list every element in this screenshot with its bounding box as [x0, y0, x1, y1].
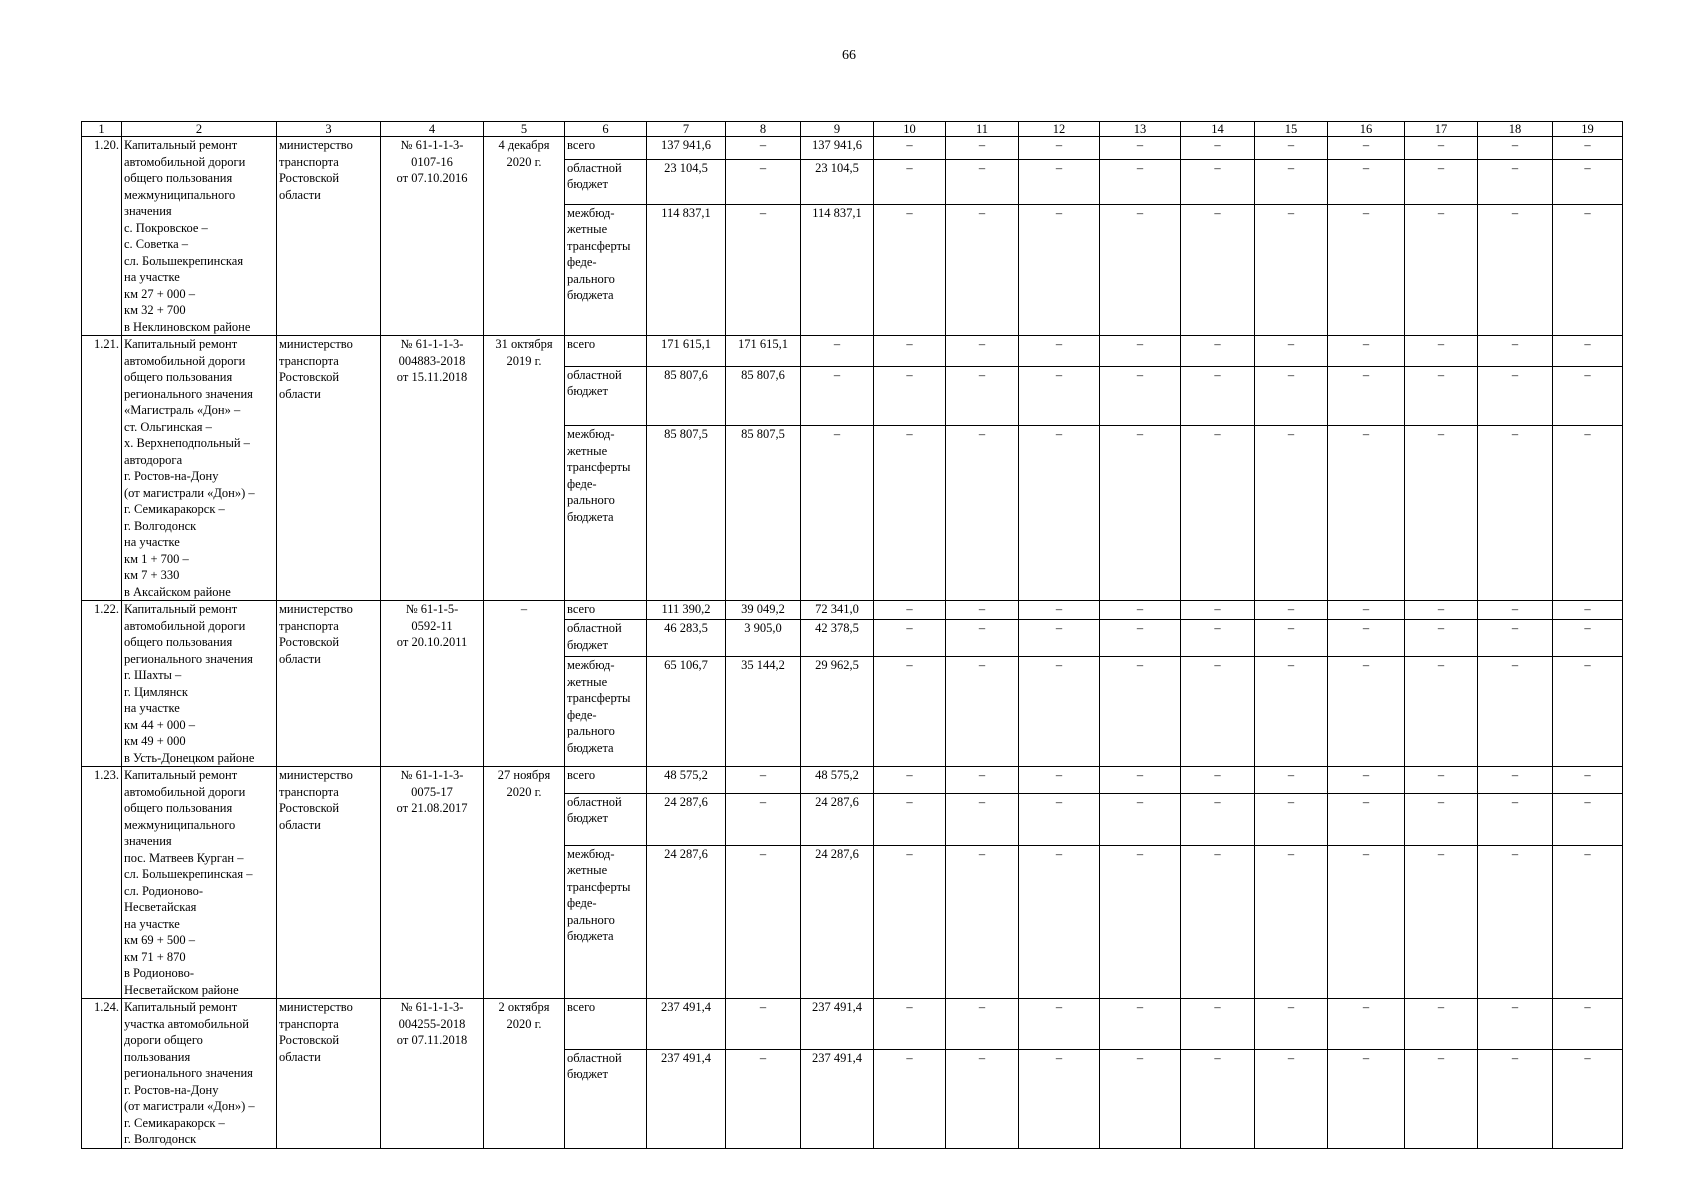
value-empty: –	[1328, 137, 1405, 160]
value-empty: –	[1255, 657, 1328, 767]
column-number-header: 11	[946, 122, 1019, 137]
value-empty: –	[1255, 426, 1328, 601]
value-empty: –	[1019, 336, 1100, 367]
value-empty: –	[1328, 767, 1405, 794]
value-empty: –	[1019, 1049, 1100, 1148]
object-name: Капитальный ремонт автомобильной дороги общего пользования регионального значения г. Шахты – г. Цимлянск на участке км 44 + 000 – км 49 + 000 в Усть-Донецком районе	[122, 601, 277, 767]
value-empty: –	[1405, 336, 1478, 367]
value-empty: –	[946, 999, 1019, 1050]
value-empty: –	[874, 1049, 946, 1148]
column-number-header: 8	[726, 122, 801, 137]
value-empty: –	[1255, 137, 1328, 160]
value-empty: –	[1405, 767, 1478, 794]
object-name: Капитальный ремонт автомобильной дороги общего пользования межмуниципального значения пос. Матвеев Курган – сл. Большекрепинская – сл. Родионово- Несветайская на участке км 69 + 500 – км 71 + 870 в Родионово- Несветайском районе	[122, 767, 277, 999]
value-empty: –	[874, 845, 946, 998]
value-empty: –	[1328, 845, 1405, 998]
value-year-1: 3 905,0	[726, 620, 801, 657]
value-total: 111 390,2	[647, 601, 726, 620]
value-empty: –	[1181, 601, 1255, 620]
customer: министерство транспорта Ростовской области	[277, 767, 381, 999]
completion-date: 4 декабря 2020 г.	[484, 137, 565, 336]
funding-source: всего	[565, 137, 647, 160]
expertise-conclusion: № 61-1-1-3- 004883-2018 от 15.11.2018	[381, 336, 484, 601]
value-empty: –	[1181, 793, 1255, 845]
value-empty: –	[1100, 767, 1181, 794]
column-number-header: 6	[565, 122, 647, 137]
value-empty: –	[1019, 137, 1100, 160]
value-year-2: –	[801, 336, 874, 367]
funding-source: областной бюджет	[565, 793, 647, 845]
value-year-2: –	[801, 366, 874, 425]
value-empty: –	[1405, 426, 1478, 601]
item-number: 1.23.	[82, 767, 122, 999]
column-number-header: 14	[1181, 122, 1255, 137]
value-empty: –	[874, 137, 946, 160]
value-empty: –	[1478, 366, 1553, 425]
column-number-header: 17	[1405, 122, 1478, 137]
value-empty: –	[1019, 366, 1100, 425]
value-empty: –	[1405, 204, 1478, 335]
value-empty: –	[1328, 204, 1405, 335]
table-row	[82, 999, 1623, 1050]
value-empty: –	[1100, 657, 1181, 767]
value-empty: –	[1553, 159, 1623, 204]
value-year-2: 114 837,1	[801, 204, 874, 335]
value-empty: –	[1328, 426, 1405, 601]
item-number: 1.24.	[82, 999, 122, 1149]
value-year-1: –	[726, 999, 801, 1050]
value-empty: –	[1019, 159, 1100, 204]
funding-source: всего	[565, 999, 647, 1050]
column-number-header: 4	[381, 122, 484, 137]
value-empty: –	[1019, 793, 1100, 845]
value-total: 46 283,5	[647, 620, 726, 657]
column-number-header: 5	[484, 122, 565, 137]
value-empty: –	[1553, 793, 1623, 845]
value-empty: –	[1100, 845, 1181, 998]
value-empty: –	[1100, 1049, 1181, 1148]
value-empty: –	[1019, 601, 1100, 620]
value-empty: –	[1328, 657, 1405, 767]
table-row	[82, 336, 1623, 367]
value-empty: –	[1553, 767, 1623, 794]
column-number-header: 2	[122, 122, 277, 137]
value-empty: –	[1478, 1049, 1553, 1148]
value-empty: –	[946, 426, 1019, 601]
table-row	[82, 767, 1623, 794]
value-empty: –	[1181, 845, 1255, 998]
value-empty: –	[1100, 366, 1181, 425]
value-empty: –	[1181, 336, 1255, 367]
column-number-header: 15	[1255, 122, 1328, 137]
customer: министерство транспорта Ростовской области	[277, 999, 381, 1149]
value-empty: –	[1181, 159, 1255, 204]
value-empty: –	[946, 366, 1019, 425]
value-empty: –	[946, 336, 1019, 367]
value-total: 24 287,6	[647, 793, 726, 845]
value-empty: –	[1019, 204, 1100, 335]
value-empty: –	[946, 793, 1019, 845]
value-empty: –	[1405, 999, 1478, 1050]
value-year-2: 72 341,0	[801, 601, 874, 620]
completion-date: 31 октября 2019 г.	[484, 336, 565, 601]
value-empty: –	[1553, 426, 1623, 601]
value-empty: –	[1553, 845, 1623, 998]
funding-source: всего	[565, 767, 647, 794]
value-total: 85 807,5	[647, 426, 726, 601]
value-year-1: –	[726, 159, 801, 204]
value-total: 48 575,2	[647, 767, 726, 794]
value-year-2: –	[801, 426, 874, 601]
value-empty: –	[1181, 366, 1255, 425]
value-total: 114 837,1	[647, 204, 726, 335]
value-empty: –	[1255, 767, 1328, 794]
value-empty: –	[1100, 336, 1181, 367]
program-table	[81, 121, 1623, 1149]
value-empty: –	[1553, 204, 1623, 335]
value-empty: –	[1181, 999, 1255, 1050]
value-year-1: –	[726, 204, 801, 335]
value-year-2: 137 941,6	[801, 137, 874, 160]
value-year-1: –	[726, 137, 801, 160]
funding-source: всего	[565, 601, 647, 620]
object-name: Капитальный ремонт автомобильной дороги общего пользования регионального значения «Магистраль «Дон» – ст. Ольгинская – х. Верхнеподпольный – автодорога г. Ростов-на-Дону (от магистрали «Дон») – г. Семикаракорск – г. Волгодонск на участке км 1 + 700 – км 7 + 330 в Аксайском районе	[122, 336, 277, 601]
value-empty: –	[946, 601, 1019, 620]
column-number-header: 13	[1100, 122, 1181, 137]
value-total: 137 941,6	[647, 137, 726, 160]
value-empty: –	[1328, 1049, 1405, 1148]
value-empty: –	[1478, 999, 1553, 1050]
object-name: Капитальный ремонт участка автомобильной дороги общего пользования регионального значения г. Ростов-на-Дону (от магистрали «Дон») – г. Семикаракорск – г. Волгодонск	[122, 999, 277, 1149]
value-empty: –	[1019, 426, 1100, 601]
page-number: 66	[842, 48, 856, 63]
completion-date: –	[484, 601, 565, 767]
column-number-header: 16	[1328, 122, 1405, 137]
value-empty: –	[1478, 620, 1553, 657]
value-empty: –	[1328, 999, 1405, 1050]
value-empty: –	[874, 204, 946, 335]
column-number-header: 9	[801, 122, 874, 137]
funding-source: межбюд- жетные трансферты феде- рального бюджета	[565, 204, 647, 335]
value-empty: –	[1553, 366, 1623, 425]
value-empty: –	[1019, 845, 1100, 998]
value-year-2: 42 378,5	[801, 620, 874, 657]
column-number-header: 10	[874, 122, 946, 137]
value-empty: –	[1328, 620, 1405, 657]
object-name: Капитальный ремонт автомобильной дороги общего пользования межмуниципального значения с. Покровское – с. Советка – сл. Большекрепинская на участке км 27 + 000 – км 32 + 700 в Неклиновском районе	[122, 137, 277, 336]
value-empty: –	[874, 999, 946, 1050]
value-empty: –	[1405, 657, 1478, 767]
value-empty: –	[946, 137, 1019, 160]
value-empty: –	[1100, 999, 1181, 1050]
value-empty: –	[1478, 204, 1553, 335]
value-empty: –	[1478, 793, 1553, 845]
column-number-row	[82, 122, 1623, 137]
value-empty: –	[1405, 159, 1478, 204]
funding-source: межбюд- жетные трансферты феде- рального бюджета	[565, 657, 647, 767]
value-year-1: 35 144,2	[726, 657, 801, 767]
value-empty: –	[874, 159, 946, 204]
value-empty: –	[1100, 137, 1181, 160]
value-empty: –	[1553, 620, 1623, 657]
value-year-2: 48 575,2	[801, 767, 874, 794]
value-empty: –	[1100, 793, 1181, 845]
column-number-header: 12	[1019, 122, 1100, 137]
column-number-header: 19	[1553, 122, 1623, 137]
value-empty: –	[1553, 999, 1623, 1050]
funding-source: межбюд- жетные трансферты феде- рального бюджета	[565, 845, 647, 998]
value-empty: –	[1255, 793, 1328, 845]
value-year-2: 237 491,4	[801, 1049, 874, 1148]
customer: министерство транспорта Ростовской области	[277, 601, 381, 767]
funding-source: областной бюджет	[565, 1049, 647, 1148]
value-empty: –	[946, 657, 1019, 767]
value-empty: –	[1328, 366, 1405, 425]
item-number: 1.21.	[82, 336, 122, 601]
value-empty: –	[1181, 1049, 1255, 1148]
column-number-header: 3	[277, 122, 381, 137]
value-empty: –	[1478, 767, 1553, 794]
customer: министерство транспорта Ростовской области	[277, 137, 381, 336]
value-empty: –	[1181, 137, 1255, 160]
value-empty: –	[1255, 620, 1328, 657]
value-empty: –	[1255, 1049, 1328, 1148]
customer: министерство транспорта Ростовской области	[277, 336, 381, 601]
value-empty: –	[1255, 204, 1328, 335]
value-empty: –	[874, 366, 946, 425]
value-empty: –	[1181, 426, 1255, 601]
value-empty: –	[1019, 657, 1100, 767]
value-year-2: 237 491,4	[801, 999, 874, 1050]
value-empty: –	[1478, 657, 1553, 767]
value-empty: –	[1328, 793, 1405, 845]
completion-date: 2 октября 2020 г.	[484, 999, 565, 1149]
value-empty: –	[1405, 620, 1478, 657]
value-empty: –	[1553, 1049, 1623, 1148]
value-empty: –	[1328, 336, 1405, 367]
value-year-1: –	[726, 767, 801, 794]
value-empty: –	[1019, 620, 1100, 657]
value-empty: –	[1100, 426, 1181, 601]
value-empty: –	[946, 845, 1019, 998]
value-empty: –	[1181, 657, 1255, 767]
value-empty: –	[1100, 159, 1181, 204]
value-empty: –	[1478, 336, 1553, 367]
value-empty: –	[1181, 620, 1255, 657]
value-empty: –	[1478, 137, 1553, 160]
value-total: 23 104,5	[647, 159, 726, 204]
table-row	[82, 137, 1623, 160]
value-total: 65 106,7	[647, 657, 726, 767]
value-empty: –	[1181, 767, 1255, 794]
value-empty: –	[1553, 657, 1623, 767]
value-empty: –	[1255, 601, 1328, 620]
funding-source: всего	[565, 336, 647, 367]
value-empty: –	[1478, 601, 1553, 620]
value-total: 171 615,1	[647, 336, 726, 367]
value-empty: –	[1181, 204, 1255, 335]
value-empty: –	[1328, 601, 1405, 620]
value-empty: –	[1405, 366, 1478, 425]
expertise-conclusion: № 61-1-1-3- 004255-2018 от 07.11.2018	[381, 999, 484, 1149]
value-total: 85 807,6	[647, 366, 726, 425]
value-year-1: –	[726, 845, 801, 998]
value-year-2: 23 104,5	[801, 159, 874, 204]
value-empty: –	[1405, 137, 1478, 160]
value-year-1: 85 807,6	[726, 366, 801, 425]
value-empty: –	[874, 336, 946, 367]
value-empty: –	[1255, 336, 1328, 367]
value-empty: –	[874, 620, 946, 657]
value-empty: –	[1328, 159, 1405, 204]
value-empty: –	[1100, 601, 1181, 620]
value-year-1: 171 615,1	[726, 336, 801, 367]
value-empty: –	[1019, 999, 1100, 1050]
value-empty: –	[946, 767, 1019, 794]
value-empty: –	[946, 159, 1019, 204]
value-year-1: –	[726, 1049, 801, 1148]
item-number: 1.20.	[82, 137, 122, 336]
value-empty: –	[874, 426, 946, 601]
value-empty: –	[1100, 620, 1181, 657]
value-empty: –	[1100, 204, 1181, 335]
value-empty: –	[1553, 137, 1623, 160]
value-empty: –	[874, 767, 946, 794]
expertise-conclusion: № 61-1-1-3- 0107-16 от 07.10.2016	[381, 137, 484, 336]
value-empty: –	[946, 1049, 1019, 1148]
table-row	[82, 601, 1623, 620]
value-empty: –	[1553, 601, 1623, 620]
value-empty: –	[874, 793, 946, 845]
value-year-1: –	[726, 793, 801, 845]
value-year-2: 24 287,6	[801, 793, 874, 845]
column-number-header: 1	[82, 122, 122, 137]
value-empty: –	[946, 620, 1019, 657]
expertise-conclusion: № 61-1-5- 0592-11 от 20.10.2011	[381, 601, 484, 767]
value-empty: –	[946, 204, 1019, 335]
value-empty: –	[1255, 845, 1328, 998]
value-total: 237 491,4	[647, 999, 726, 1050]
funding-source: областной бюджет	[565, 159, 647, 204]
column-number-header: 7	[647, 122, 726, 137]
completion-date: 27 ноября 2020 г.	[484, 767, 565, 999]
value-empty: –	[1019, 767, 1100, 794]
item-number: 1.22.	[82, 601, 122, 767]
funding-source: областной бюджет	[565, 620, 647, 657]
value-empty: –	[1255, 999, 1328, 1050]
value-empty: –	[1478, 845, 1553, 998]
value-empty: –	[1405, 601, 1478, 620]
value-empty: –	[874, 657, 946, 767]
value-year-1: 39 049,2	[726, 601, 801, 620]
value-empty: –	[1553, 336, 1623, 367]
expertise-conclusion: № 61-1-1-3- 0075-17 от 21.08.2017	[381, 767, 484, 999]
column-number-header: 18	[1478, 122, 1553, 137]
value-empty: –	[1478, 426, 1553, 601]
value-empty: –	[1255, 159, 1328, 204]
value-empty: –	[1405, 1049, 1478, 1148]
funding-source: областной бюджет	[565, 366, 647, 425]
value-empty: –	[874, 601, 946, 620]
funding-source: межбюд- жетные трансферты феде- рального бюджета	[565, 426, 647, 601]
value-empty: –	[1405, 793, 1478, 845]
value-empty: –	[1255, 366, 1328, 425]
value-year-2: 24 287,6	[801, 845, 874, 998]
value-year-1: 85 807,5	[726, 426, 801, 601]
value-empty: –	[1478, 159, 1553, 204]
value-year-2: 29 962,5	[801, 657, 874, 767]
value-total: 237 491,4	[647, 1049, 726, 1148]
value-total: 24 287,6	[647, 845, 726, 998]
value-empty: –	[1405, 845, 1478, 998]
